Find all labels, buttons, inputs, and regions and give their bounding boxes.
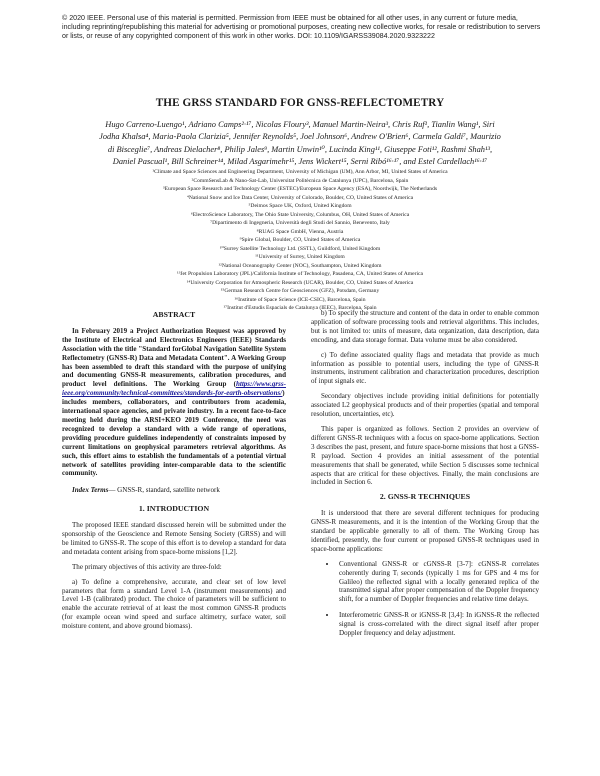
affiliation-line: ¹Climate and Space Sciences and Engineering Department, University of Michigan (UM), Ann Arbor, MI, United States of America bbox=[152, 169, 448, 175]
paper-title: THE GRSS STANDARD FOR GNSS-REFLECTOMETRY bbox=[155, 97, 445, 109]
copyright-notice: © 2020 IEEE. Personal use of this material is permitted. Permission from IEEE must be obtained for all other uses, in any current or future media, including reprinting/republishing this material for advertising or promotional purposes, creating new collective works, for resale or redistribution to servers or lists, or reuse of any copyrighted component of this work in other works. DOI: 10.1109/IGARSS39084.2020.9323222 bbox=[62, 14, 541, 41]
affiliation-line: ¹⁰Surrey Satellite Technology Ltd. (SSTL), Guildford, United Kingdom bbox=[219, 245, 381, 252]
affiliation-list bbox=[94, 168, 506, 313]
objective-b-paragraph: b) To specify the structure and content of the data in order to enable common application of software processing tools and retrieval algorithms. This includes, but is not limited to: units of measure, data organization, data description, data encoding, and data storage format. Data volume must be also considered. bbox=[311, 309, 539, 344]
intro-paragraph: The proposed IEEE standard discussed herein will be submitted under the sponsorship of the Geoscience and Remote Sensing Society (GRSS) and will be limited to GNSS-R. The scope of this effort is to develop a standard for data and metadata content arising from space-borne missions [1,2]. bbox=[62, 521, 286, 556]
intro-paragraph: The primary objectives of this activity are three-fold: bbox=[72, 562, 222, 571]
list-item: • Interferometric GNSS-R or iGNSS-R [3,4]: In iGNSS-R the reflected signal is cross-correlated with the direct signal itself after proper Doppler frequency and delay adjustment. bbox=[337, 611, 539, 638]
affiliation-line: ⁹Spire Global, Boulder, CO, United States of America bbox=[239, 237, 361, 243]
index-terms bbox=[62, 486, 286, 495]
working-group-link[interactable]: https://www.grss-ieee.org/community/technical-committees/standards-for-earth-observations/ bbox=[62, 380, 286, 398]
list-item: • Conventional GNSS-R or cGNSS-R [3-7]: cGNSS-R correlates coherently during Tᵢ seconds (typically 1 ms for GPS and 4 ms for Galileo) the reflected signal with a locally generated replica of the transmitted signal after proper compensation of the Doppler frequency shift, for a number of Doppler frequencies and relative time delays. bbox=[337, 560, 539, 605]
paper-organization-paragraph: This paper is organized as follows. Section 2 provides an overview of different GNSS-R techniques with a focus on space-borne applications. Section 3 describes the past, present, and future space-borne missions that host a GNSS-R payload. Section 4 provides an initial assessment of the potential measurements that shall be generated, while Section 5 discusses some technical aspects that are critical for these objectives. Finally, the main conclusions are included in Section 6. bbox=[311, 424, 539, 487]
affiliation-line: ¹⁵German Research Centre for Geosciences (GFZ), Potsdam, Germany bbox=[220, 288, 380, 294]
affiliation-line: ⁵Deimos Space UK, Oxford, United Kingdom bbox=[248, 203, 352, 209]
abstract-heading: ABSTRACT bbox=[152, 310, 196, 319]
affiliation-line: ³European Space Research and Technology Center (ESTEC)/European Space Agency (ESA), Noordwijk, The Netherlands bbox=[162, 186, 438, 192]
affiliation-line: ⁶ElectroScience Laboratory, The Ohio State University, Columbus, OH, United States of America bbox=[190, 211, 410, 218]
affiliation-line: ¹⁷Institut d'Estudis Espacials de Catalunya (IEEC), Barcelona, Spain bbox=[223, 305, 377, 311]
left-column bbox=[62, 311, 286, 637]
affiliation-line: ¹²National Oceanography Center (NOC), Southampton, United Kingdom bbox=[218, 262, 382, 269]
right-column bbox=[311, 309, 539, 645]
affiliation-line: ¹¹University of Surrey, United Kingdom bbox=[255, 254, 345, 260]
abstract-text bbox=[62, 327, 286, 478]
index-terms-text: — GNSS-R, standard, satellite network bbox=[108, 486, 220, 495]
techniques-list bbox=[311, 560, 539, 638]
abstract-text-part-b: ) includes members, collaborators, and contributors from academia, international space agencies, and private industry. In a recent face-to-face meeting held during the ARSI+KEO 2019 Conference, the need was recognized to develop a standard with a wide range of operations, providing procedure guidelines independently of constraints imposed by current limitations on geophysical parameters retrieval algorithms. As such, this effort aims to establish the fundamentals of a potential virtual network of satellites providing inter-comparable data to the scientific community. bbox=[62, 389, 286, 478]
techniques-heading: 2. GNSS-R TECHNIQUES bbox=[379, 492, 471, 502]
affiliation-line: ⁷Dipartimento di Ingegneria, Università degli Studi del Sannio, Benevento, Italy bbox=[210, 220, 390, 226]
intro-paragraph: a) To define a comprehensive, accurate, and clear set of low level parameters that form a standard Level 1-A (instrument measurements) and Level 1-B (calibrated) product. The choice of parameters will be sufficient to enable the accurate retrieval of at least the most common GNSS-R products (for example ocean wind speed and surface altimetry, surface water, soil moisture content, and above ground biomass). bbox=[62, 577, 286, 631]
affiliation-line: ⁴National Snow and Ice Data Center, University of Colorado, Boulder, CO, United States of America bbox=[186, 194, 414, 201]
introduction-heading: 1. INTRODUCTION bbox=[138, 504, 210, 514]
affiliation-line: ²CommSensLab & Nano-Sat-Lab, Universitat Politècnica de Catalunya (UPC), Barcelona, Spain bbox=[191, 177, 409, 184]
techniques-paragraph: It is understood that there are several different techniques for producing GNSS-R measurements, and it is the intention of the Working Group that the standard be applicable generally to all of them. The Working Group has identified, presently, the four current or proposed GNSS-R techniques used in space-borne applications: bbox=[311, 509, 539, 553]
index-terms-label: Index Terms bbox=[72, 486, 109, 495]
author-list: Hugo Carreno-Luengo¹, Adriano Camps²·¹⁷, Nicolas Floury³, Manuel Martin-Neira³, Chris Ruf¹, Tianlin Wang¹, Siri Jodha Khalsa⁴, Maria-Paola Clarizia⁵, Jennifer Reynolds⁵, Joel Johnson⁶, Andrew O'Brien⁶, Carmela Galdi⁷, Maurizio di Bisceglie⁷, Andreas Dielacher⁸, Philip Jales⁹, Martin Unwin¹⁰, Lucinda King¹¹, Giuseppe Foti¹², Rashmi Shah¹³, Daniel Pascual¹, Bill Schreiner¹⁴, Milad Asgarimehr¹⁵, Jens Wickert¹⁵, Serni Ribó¹⁶·¹⁷, and Estel Cardellach¹⁶·¹⁷ bbox=[99, 120, 501, 166]
secondary-objectives-paragraph: Secondary objectives include providing initial definitions for potentially associated L2 geophysical products and of their properties (spatial and temporal resolution, uncertainties, etc). bbox=[311, 392, 539, 419]
affiliation-line: ¹⁶Institute of Space Science (ICE-CSIC), Barcelona, Spain bbox=[234, 296, 366, 303]
abstract-text-part-a: In February 2019 a Project Authorization Request was approved by the Institute of Electrical and Electronics Engineers (IEEE) Standards Association with the title "Standard forGlobal Navigation Satellite System Reflectometry (GNSS-R) Data and Metadata Content". A Working Group has been assembled to draft this standard with the purpose of unifying and documenting GNSS-R measurements, calibration procedures, and product level definitions. The Working Group ( bbox=[62, 326, 286, 389]
objective-c-paragraph: c) To define associated quality flags and metadata that provide as much information as possible to potential users, including the type of GNSS-R instruments, instrument calibration and characterization procedures, description of input signals etc. bbox=[311, 350, 539, 386]
affiliation-line: ⁸RUAG Space GmbH, Vienna, Austria bbox=[256, 228, 344, 235]
affiliation-line: ¹⁴University Corporation for Atmospheric Research (UCAR), Boulder, CO, United States of America bbox=[186, 279, 414, 286]
affiliation-line: ¹³Jet Propulsion Laboratory (JPL)/California Institute of Technology, Pasadena, CA, United States of America bbox=[177, 271, 423, 277]
